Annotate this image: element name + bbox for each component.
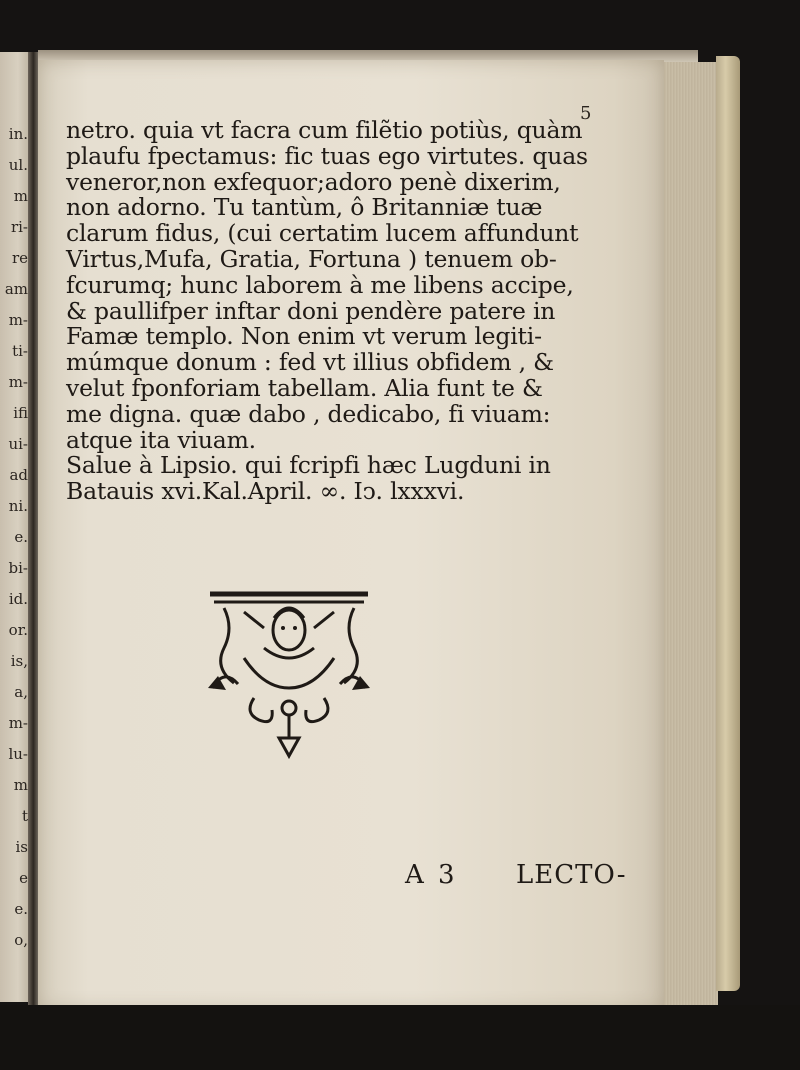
facing-page-fragment: is (15, 838, 28, 856)
text-line: me digna. quæ dabo , dedicabo, fi viuam: (66, 399, 551, 428)
facing-page-fragment: re (11, 249, 28, 267)
facing-page-fragment: in. (8, 125, 28, 143)
facing-page-fragment: a, (14, 683, 28, 701)
facing-page-fragment: m- (8, 714, 28, 732)
catchword: LECTO- (516, 860, 627, 890)
facing-page-fragment: e. (14, 900, 28, 918)
facing-page-fragment: bi- (8, 559, 28, 577)
text-line: veneror,non exfequor;adoro penè dixerim, (66, 167, 561, 196)
text-line: netro. quia vt facra cum filẽtio potiùs, quàm (66, 116, 583, 144)
facing-page-fragment: lu- (8, 745, 28, 763)
facing-page-fragment: ifi (13, 404, 28, 422)
facing-page-fragment: e (19, 869, 28, 887)
text-line: & paullifper inftar doni pendère patere in (66, 296, 556, 325)
text-line: velut fponforiam tabellam. Alia funt te & (66, 373, 543, 402)
facing-page-fragment: ti- (12, 342, 28, 360)
text-line: Batauis xvi.Kal.April. ∞. Iↄ. lxxxvi. (66, 477, 465, 506)
facing-page-fragment: e. (14, 528, 28, 546)
facing-page-fragment: t (21, 807, 28, 825)
background-shadow (0, 1005, 800, 1070)
facing-page-fragment: m (13, 187, 28, 205)
facing-page-fragment: or. (8, 621, 28, 639)
signature-mark: A 3 (405, 860, 458, 890)
text-line: plaufu fpectamus: fic tuas ego virtutes. quas (66, 141, 588, 170)
text-line: fcurumq; hunc laborem à me libens accipe, (66, 270, 574, 299)
facing-page-fragment: ri- (10, 218, 28, 236)
text-line: Virtus,Mufa, Gratia, Fortuna ) tenuem ob- (66, 244, 557, 273)
facing-page-fragment: ni. (8, 497, 28, 515)
facing-page-fragment: o, (14, 931, 28, 949)
body-text (66, 118, 626, 505)
facing-page-fragment: m (13, 776, 28, 794)
text-line: atque ita viuam. (66, 425, 256, 454)
facing-page-fragment: ul. (8, 156, 28, 174)
facing-page-fragment: m- (8, 311, 28, 329)
text-line: clarum fidus, (cui certatim lucem affundunt (66, 219, 579, 248)
facing-page-fragment: id. (8, 590, 28, 608)
facing-page-fragment: ui- (8, 435, 28, 453)
cover-edge (716, 56, 740, 991)
facing-page-fragment: ad (9, 466, 28, 484)
page-signature-top: 5 (580, 103, 592, 124)
facing-page-fragment: is, (10, 652, 28, 670)
facing-page-fragment: m- (8, 373, 28, 391)
woodcut-ornament-icon (204, 588, 374, 760)
facing-page-fragment: am (4, 280, 28, 298)
text-line: non adorno. Tu tantùm, ô Britanniæ tuæ (66, 193, 543, 222)
facing-page-edge (0, 52, 30, 1002)
text-line: Famæ templo. Non enim vt verum legiti- (66, 322, 542, 351)
text-line: Salue à Lipsio. qui fcripfi hæc Lugduni in (66, 451, 551, 480)
page-stack-edge (662, 62, 718, 1007)
text-line: múmque donum : fed vt illius obfidem , & (66, 348, 554, 377)
